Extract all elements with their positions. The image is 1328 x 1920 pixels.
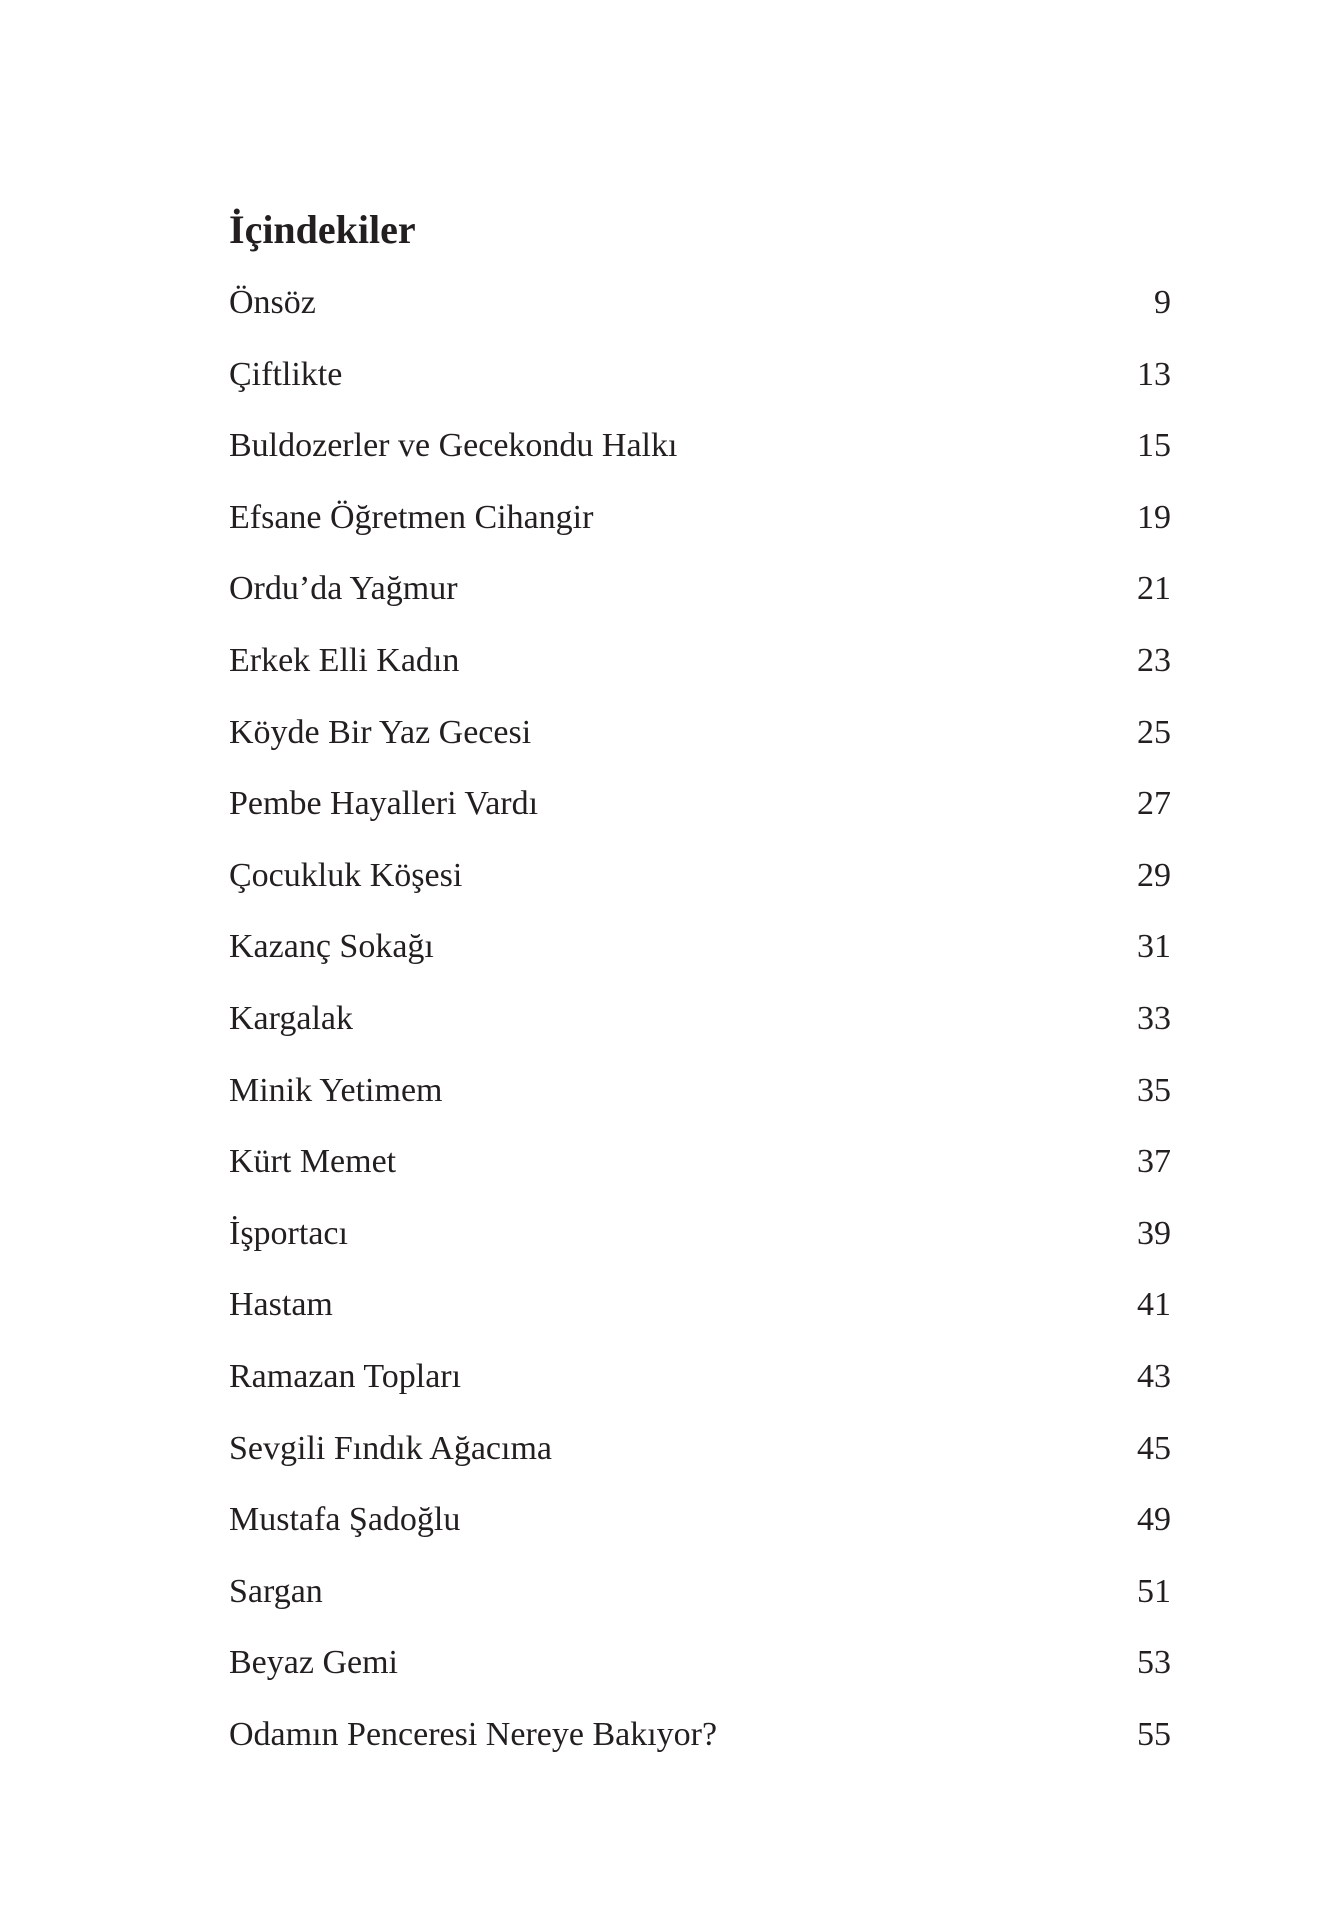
toc-entry-page-number: 23 [1137,641,1171,679]
toc-entry-title: Köyde Bir Yaz Gecesi [229,713,532,751]
toc-entry-page-number: 39 [1137,1214,1171,1252]
toc-entry-title: Çiftlikte [229,355,343,393]
toc-entry-page-number: 49 [1137,1501,1171,1539]
toc-entry [229,564,1171,636]
toc-entry-page-number: 21 [1137,570,1171,608]
toc-entry [229,922,1171,994]
toc-entry [229,1638,1171,1710]
toc-entry [229,1352,1171,1424]
toc-entry-title: Sevgili Fındık Ağacıma [229,1429,552,1467]
toc-entry-title: Kazanç Sokağı [229,928,434,966]
toc-entry-title: Hastam [229,1286,333,1324]
toc-entry-page-number: 9 [1154,284,1171,321]
toc-entry [229,1137,1171,1209]
toc-entry-title: Sargan [229,1572,323,1610]
toc-entry-page-number: 29 [1137,856,1171,894]
toc-entry [229,278,1171,350]
toc-entry [229,1280,1171,1352]
toc-entry-page-number: 53 [1137,1644,1171,1682]
toc-entry [229,1424,1171,1496]
toc-entry-title: Pembe Hayalleri Vardı [229,785,539,823]
toc-entry-page-number: 55 [1137,1715,1171,1753]
toc-entry-page-number: 33 [1137,999,1171,1037]
toc-entry [229,1495,1171,1567]
toc-entry [229,708,1171,780]
toc-entry-title: Kargalak [229,999,353,1037]
toc-entry-title: Erkek Elli Kadın [229,641,460,679]
toc-entry-page-number: 43 [1137,1357,1171,1395]
toc-entry-title: Efsane Öğretmen Cihangir [229,498,594,536]
toc-entry-page-number: 15 [1137,427,1171,465]
toc-entry [229,350,1171,422]
toc-entry-title: Mustafa Şadoğlu [229,1501,461,1539]
toc-entry-page-number: 13 [1137,355,1171,393]
toc-entry [229,779,1171,851]
toc-entry [229,636,1171,708]
toc-entry-page-number: 45 [1137,1429,1171,1467]
toc-entry [229,1567,1171,1639]
toc-entry-title: İşportacı [229,1214,348,1252]
toc-entry-title: Buldozerler ve Gecekondu Halkı [229,427,678,465]
toc-list [229,278,1171,1781]
toc-entry-page-number: 37 [1137,1143,1171,1181]
toc-entry-title: Ramazan Topları [229,1357,462,1395]
toc-entry-title: Çocukluk Köşesi [229,856,463,894]
toc-entry-page-number: 25 [1137,713,1171,751]
toc-entry-title: Odamın Penceresi Nereye Bakıyor? [229,1715,718,1753]
toc-entry-title: Ordu’da Yağmur [229,570,458,608]
toc-entry-page-number: 51 [1137,1572,1171,1610]
toc-entry-page-number: 31 [1137,928,1171,966]
toc-entry-title: Önsöz [229,284,316,321]
toc-entry-title: Kürt Memet [229,1143,397,1181]
toc-heading: İçindekiler [229,207,416,252]
toc-entry-page-number: 27 [1137,785,1171,823]
toc-entry-page-number: 19 [1137,498,1171,536]
toc-entry [229,1209,1171,1281]
toc-entry-page-number: 41 [1137,1286,1171,1324]
toc-entry [229,1066,1171,1138]
toc-entry [229,851,1171,923]
toc-entry [229,421,1171,493]
toc-entry-title: Minik Yetimem [229,1071,443,1109]
toc-entry [229,994,1171,1066]
toc-entry [229,1710,1171,1782]
toc-entry [229,493,1171,565]
toc-entry-page-number: 35 [1137,1071,1171,1109]
toc-entry-title: Beyaz Gemi [229,1644,398,1682]
